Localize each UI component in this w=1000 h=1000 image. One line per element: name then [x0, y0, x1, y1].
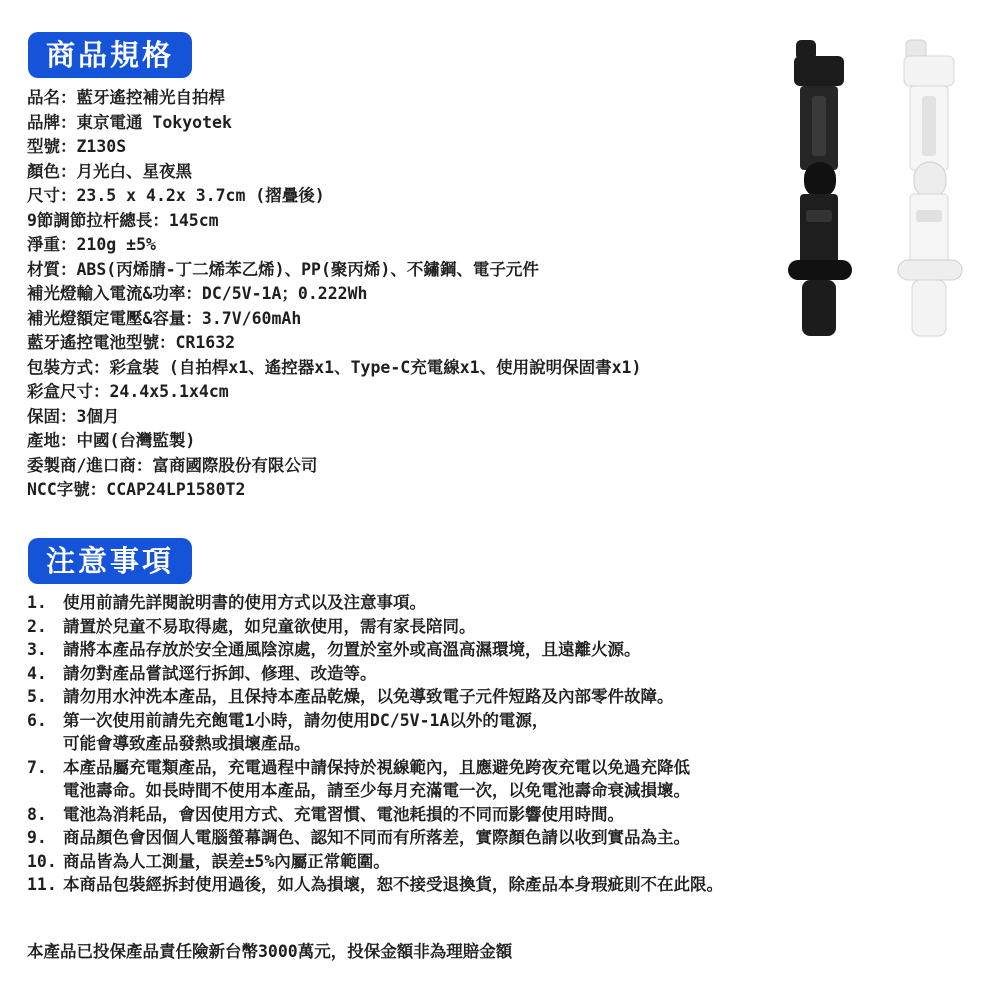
insurance-footer: 本產品已投保產品責任險新台幣3000萬元，投保金額非為理賠金額	[27, 942, 513, 961]
note-item	[27, 591, 723, 615]
note-text: 本產品屬充電類產品，充電過程中請保持於視線範內，且應避免跨夜充電以免過充降低	[63, 757, 690, 777]
specs-section-title: 商品規格	[28, 32, 192, 78]
note-text: 電池壽命。如長時間不使用本產品，請至少每月充滿電一次，以免電池壽命衰減損壞。	[63, 781, 690, 800]
note-text: 請勿對產品嘗試逕行拆卸、修理、改造等。	[63, 663, 377, 683]
note-text: 第一次使用前請先充飽電1小時，請勿使用DC/5V-1A以外的電源，	[63, 710, 549, 730]
spec-item: 淨重：210g ±5%	[27, 235, 156, 254]
note-item	[27, 615, 723, 639]
note-number: 6.	[27, 710, 47, 730]
note-text: 請置於兒童不易取得處，如兒童欲使用，需有家長陪同。	[63, 616, 476, 636]
note-text: 請勿用水沖洗本產品，且保持本產品乾燥，以免導致電子元件短路及內部零件故障。	[63, 687, 674, 706]
note-item	[27, 850, 723, 874]
spec-item: 藍牙遙控電池型號：CR1632	[27, 333, 236, 352]
spec-item: 材質：ABS(丙烯腈-丁二烯苯乙烯)、PP(聚丙烯)、不鏽鋼、電子元件	[27, 259, 539, 279]
spec-item: 品牌：東京電通 Tokyotek	[27, 112, 232, 132]
note-item	[27, 756, 723, 803]
note-text: 商品皆為人工測量，誤差±5%內屬正常範圍。	[63, 851, 390, 871]
note-item	[27, 638, 723, 662]
note-item	[27, 803, 723, 827]
note-number: 11.	[27, 875, 57, 894]
spec-item: 保固：3個月	[27, 406, 120, 426]
spec-item: 產地：中國(台灣監製)	[27, 431, 196, 450]
note-number: 2.	[27, 616, 47, 636]
note-number: 5.	[27, 687, 47, 706]
note-item	[27, 826, 723, 850]
selfie-stick-black-image	[776, 34, 866, 339]
note-number: 9.	[27, 828, 47, 847]
spec-item: 尺寸：23.5 x 4.2x 3.7cm (摺疊後)	[27, 186, 325, 205]
note-number: 7.	[27, 757, 47, 777]
note-text: 請將本產品存放於安全通風陰涼處，勿置於室外或高溫高濕環境，且遠離火源。	[63, 640, 641, 659]
note-number: 4.	[27, 663, 47, 683]
spec-list	[27, 86, 641, 503]
spec-item: 9節調節拉杆總長：145cm	[27, 210, 219, 230]
note-item	[27, 685, 723, 709]
spec-item: 品名：藍牙遙控補光自拍桿	[27, 88, 225, 107]
note-text: 本商品包裝經拆封使用過後，如人為損壞，恕不接受退換貨，除產品本身瑕疵則不在此限。	[63, 875, 723, 894]
notes-list	[27, 591, 723, 897]
note-number: 10.	[27, 851, 57, 871]
note-item	[27, 873, 723, 897]
spec-item: NCC字號：CCAP24LP1580T2	[27, 480, 246, 499]
spec-item: 型號：Z130S	[27, 137, 127, 156]
note-text: 可能會導致產品發熱或損壞產品。	[63, 734, 311, 753]
spec-item: 顏色：月光白、星夜黑	[27, 161, 192, 181]
spec-item: 彩盒尺寸：24.4x5.1x4cm	[27, 382, 229, 401]
spec-item: 補光燈額定電壓&容量：3.7V/60mAh	[27, 308, 302, 328]
spec-item: 委製商/進口商：富商國際股份有限公司	[27, 455, 318, 475]
spec-item: 補光燈輸入電流&功率：DC/5V-1A；0.222Wh	[27, 284, 368, 303]
selfie-stick-white-image	[888, 34, 978, 339]
note-item	[27, 662, 723, 686]
note-number: 3.	[27, 640, 47, 659]
notes-section-title: 注意事項	[28, 538, 192, 584]
note-number: 1.	[27, 593, 47, 612]
note-text: 使用前請先詳閱說明書的使用方式以及注意事項。	[63, 593, 426, 612]
note-text: 電池為消耗品，會因使用方式、充電習慣、電池耗損的不同而影響使用時間。	[63, 804, 624, 824]
spec-item: 包裝方式：彩盒裝 (自拍桿x1、遙控器x1、Type-C充電線x1、使用說明保固書x1)	[27, 357, 642, 377]
note-item	[27, 709, 723, 756]
note-text: 商品顏色會因個人電腦螢幕調色、認知不同而有所落差，實際顏色請以收到實品為主。	[63, 828, 690, 847]
note-number: 8.	[27, 804, 47, 824]
